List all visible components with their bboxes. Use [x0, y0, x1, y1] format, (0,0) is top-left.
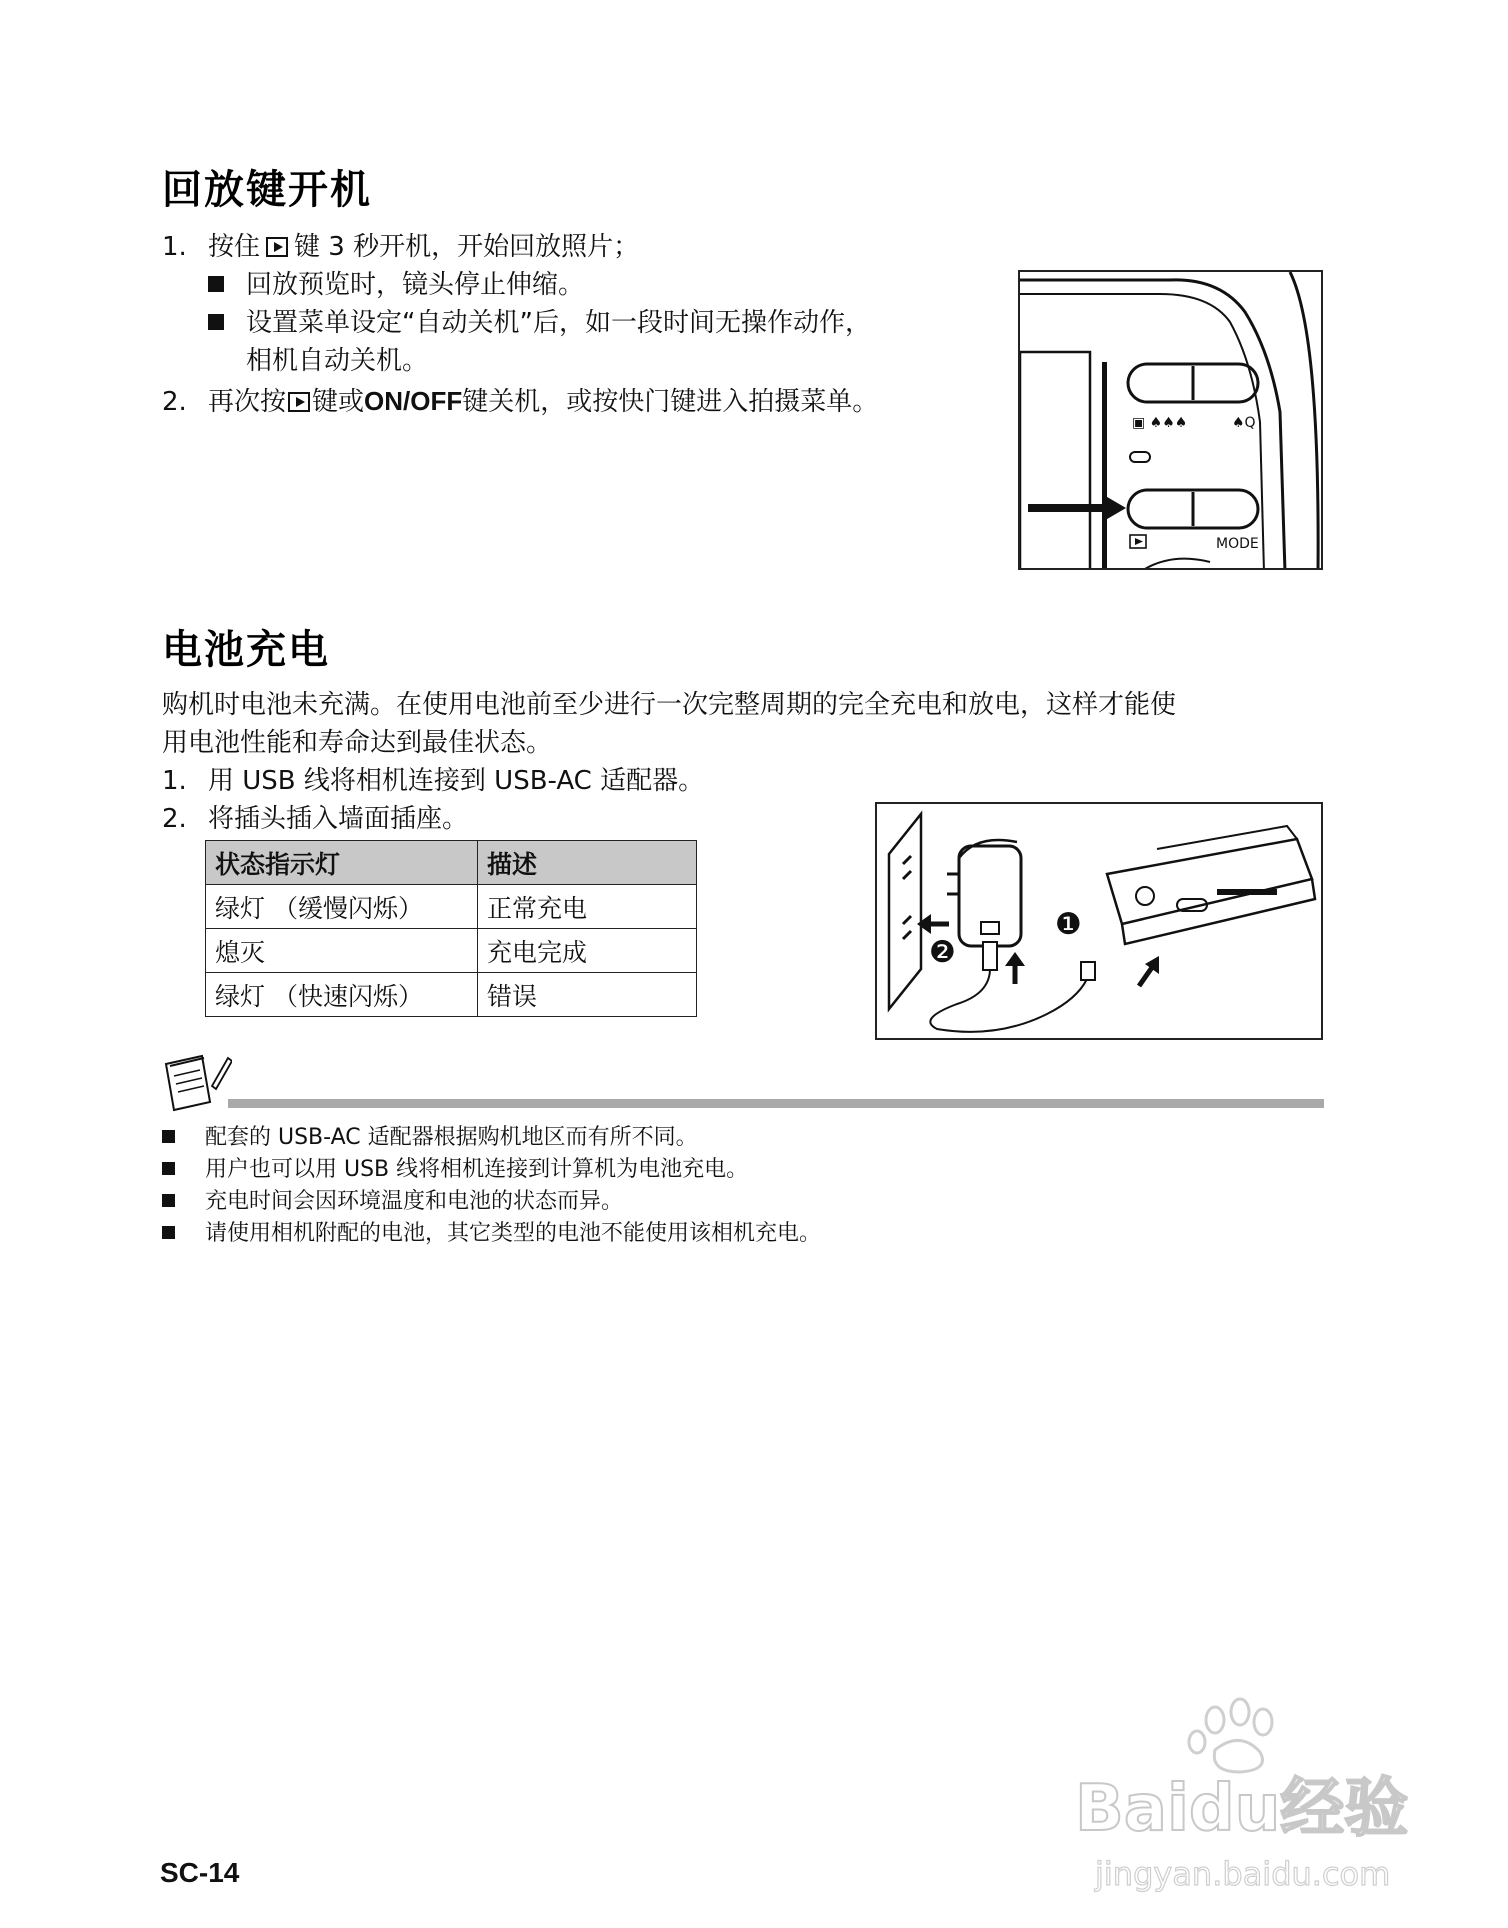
table-header: 状态指示灯: [206, 841, 478, 885]
note-divider: [228, 1099, 1324, 1108]
table-row: [206, 929, 697, 973]
bullet-square-icon: [208, 314, 224, 330]
notepad-pencil-icon: [160, 1052, 232, 1114]
play-icon: [288, 392, 310, 412]
table-cell: 绿灯 （快速闪烁）: [206, 973, 478, 1017]
table-cell: 正常充电: [478, 885, 697, 929]
step-2: 2. 再次按 键或ON/OFF键关机，或按快门键进入拍摄菜单。: [162, 382, 878, 421]
bullet-square-icon: [162, 1194, 175, 1207]
table-cell: 错误: [478, 973, 697, 1017]
table-header-row: [206, 841, 697, 885]
list-item: 充电时间会因环境温度和电池的状态而异。: [162, 1186, 821, 1218]
list-item: 请使用相机附配的电池，其它类型的电池不能使用该相机充电。: [162, 1218, 821, 1250]
camera-back-figure: [1018, 270, 1323, 570]
table-row: [206, 885, 697, 929]
baidu-watermark: [1075, 1690, 1435, 1900]
callout-1: ❶: [1055, 907, 1082, 942]
section-title-battery-charging: 电池充电: [162, 627, 330, 673]
table-cell: 充电完成: [478, 929, 697, 973]
list-item: 配套的 USB-AC 适配器根据购机地区而有所不同。: [162, 1122, 821, 1154]
bullet-square-icon: [162, 1130, 175, 1143]
intro-line-1: 购机时电池未充满。在使用电池前至少进行一次完整周期的完全充电和放电，这样才能使: [162, 690, 1177, 720]
notes-list: [162, 1122, 821, 1250]
svg-text:▣ ♠♠♠: ▣ ♠♠♠: [1132, 415, 1188, 431]
camera-icon: [1107, 826, 1315, 944]
wall-outlet-icon: [889, 814, 921, 1009]
table-cell: 熄灭: [206, 929, 478, 973]
bullet-square-icon: [162, 1226, 175, 1239]
charge-step-2: 2. 将插头插入墙面插座。: [162, 804, 469, 834]
callout-2: ❷: [929, 935, 956, 970]
page-number: SC-14: [160, 1857, 240, 1888]
table-row: [206, 973, 697, 1017]
section-title-playback: 回放键开机: [162, 167, 372, 213]
play-icon: [266, 237, 288, 257]
bullet-square-icon: [208, 276, 224, 292]
step-number: 2.: [162, 387, 187, 417]
step-number: 1.: [162, 232, 187, 262]
table-header: 描述: [478, 841, 697, 885]
bullet-square-icon: [162, 1162, 175, 1175]
svg-text:MODE: MODE: [1216, 536, 1259, 552]
svg-text:♠Q: ♠Q: [1232, 415, 1256, 431]
intro-line-2: 用电池性能和寿命达到最佳状态。: [162, 728, 553, 758]
bullet-2: 设置菜单设定“自动关机”后，如一段时间无操作动作，: [208, 304, 871, 342]
svg-text:jingyan.baidu.com: jingyan.baidu.com: [1095, 1855, 1391, 1893]
table-cell: 绿灯 （缓慢闪烁）: [206, 885, 478, 929]
charge-step-1: 1. 用 USB 线将相机连接到 USB-AC 适配器。: [162, 766, 705, 796]
svg-text:Baidu经验: Baidu经验: [1075, 1772, 1409, 1846]
step-1: 1. 按住 键 3 秒开机，开始回放照片；: [162, 228, 639, 266]
camera-icon: [1020, 272, 1323, 570]
bullet-2-continued: 相机自动关机。: [246, 346, 429, 376]
bullet-1: 回放预览时，镜头停止伸缩。: [208, 266, 584, 304]
status-table: [205, 840, 697, 1017]
charging-figure: [875, 802, 1323, 1040]
list-item: 用户也可以用 USB 线将相机连接到计算机为电池充电。: [162, 1154, 821, 1186]
